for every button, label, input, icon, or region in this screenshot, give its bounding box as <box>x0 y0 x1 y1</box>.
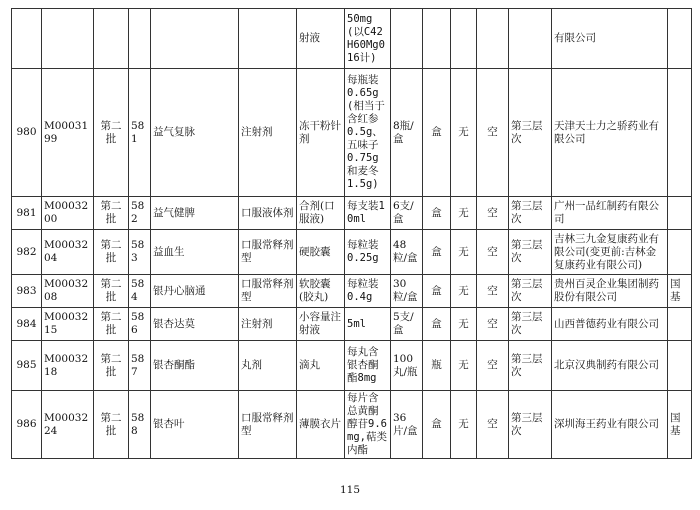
extra-cell: 国基 <box>668 275 692 308</box>
form-cell: 合剂(口服液) <box>297 197 345 230</box>
code-cell: M0003215 <box>42 308 94 341</box>
category-cell: 口服常释剂型 <box>239 230 297 275</box>
level-cell: 第三层次 <box>509 69 552 197</box>
level-cell <box>509 9 552 69</box>
unit-cell <box>423 9 451 69</box>
extra-cell <box>668 308 692 341</box>
code-cell: M0003204 <box>42 230 94 275</box>
number-cell: 581 <box>129 69 151 197</box>
table-row <box>12 341 692 391</box>
code-cell <box>42 9 94 69</box>
drug-name-cell: 银杏达莫 <box>151 308 239 341</box>
drug-list-table <box>11 8 692 459</box>
category-cell: 口服常释剂型 <box>239 391 297 459</box>
batch-cell: 第二批 <box>94 230 129 275</box>
extra-cell <box>668 9 692 69</box>
unit-cell: 盒 <box>423 230 451 275</box>
flag-cell: 无 <box>451 197 477 230</box>
number-cell: 588 <box>129 391 151 459</box>
empty-flag-cell: 空 <box>477 308 509 341</box>
dose-cell: 每片含总黄酮醇苷9.6mg,萜类内酯 <box>345 391 391 459</box>
level-cell: 第三层次 <box>509 391 552 459</box>
batch-cell: 第二批 <box>94 308 129 341</box>
seq-cell: 983 <box>12 275 42 308</box>
flag-cell <box>451 9 477 69</box>
batch-cell: 第二批 <box>94 391 129 459</box>
seq-cell: 986 <box>12 391 42 459</box>
dose-cell: 每瓶装0.65g(相当于含红参0.5g、五味子0.75g和麦冬1.5g) <box>345 69 391 197</box>
form-cell: 滴丸 <box>297 341 345 391</box>
code-cell: M0003199 <box>42 69 94 197</box>
batch-cell: 第二批 <box>94 275 129 308</box>
level-cell: 第三层次 <box>509 197 552 230</box>
drug-name-cell <box>151 9 239 69</box>
form-cell: 小容量注射液 <box>297 308 345 341</box>
dose-cell: 每粒装0.4g <box>345 275 391 308</box>
category-cell: 口服液体剂 <box>239 197 297 230</box>
unit-cell: 盒 <box>423 275 451 308</box>
drug-name-cell: 银杏叶 <box>151 391 239 459</box>
level-cell: 第三层次 <box>509 275 552 308</box>
company-cell: 山西普德药业有限公司 <box>552 308 668 341</box>
empty-flag-cell: 空 <box>477 197 509 230</box>
extra-cell <box>668 197 692 230</box>
drug-name-cell: 益气健脾 <box>151 197 239 230</box>
code-cell: M0003200 <box>42 197 94 230</box>
pack-cell: 6支/盒 <box>391 197 423 230</box>
pack-cell <box>391 9 423 69</box>
flag-cell: 无 <box>451 69 477 197</box>
seq-cell: 981 <box>12 197 42 230</box>
level-cell: 第三层次 <box>509 230 552 275</box>
batch-cell <box>94 9 129 69</box>
pack-cell: 48粒/盒 <box>391 230 423 275</box>
flag-cell: 无 <box>451 230 477 275</box>
pack-cell: 30粒/盒 <box>391 275 423 308</box>
drug-name-cell: 益血生 <box>151 230 239 275</box>
unit-cell: 盒 <box>423 197 451 230</box>
company-cell: 贵州百灵企业集团制药股份有限公司 <box>552 275 668 308</box>
dose-cell: 每丸含银杏酮酯8mg <box>345 341 391 391</box>
form-cell: 薄膜衣片 <box>297 391 345 459</box>
batch-cell: 第二批 <box>94 341 129 391</box>
flag-cell: 无 <box>451 391 477 459</box>
unit-cell: 盒 <box>423 69 451 197</box>
level-cell: 第三层次 <box>509 308 552 341</box>
pack-cell: 100丸/瓶 <box>391 341 423 391</box>
company-cell: 深圳海王药业有限公司 <box>552 391 668 459</box>
empty-flag-cell: 空 <box>477 69 509 197</box>
table-row <box>12 391 692 459</box>
pack-cell: 36片/盒 <box>391 391 423 459</box>
table-row <box>12 308 692 341</box>
company-cell: 有限公司 <box>552 9 668 69</box>
empty-flag-cell: 空 <box>477 230 509 275</box>
flag-cell: 无 <box>451 341 477 391</box>
category-cell: 注射剂 <box>239 308 297 341</box>
number-cell: 582 <box>129 197 151 230</box>
category-cell: 口服常释剂型 <box>239 275 297 308</box>
seq-cell: 985 <box>12 341 42 391</box>
seq-cell: 982 <box>12 230 42 275</box>
unit-cell: 瓶 <box>423 341 451 391</box>
extra-cell <box>668 341 692 391</box>
category-cell <box>239 9 297 69</box>
extra-cell: 国基 <box>668 391 692 459</box>
table-row <box>12 230 692 275</box>
extra-cell <box>668 69 692 197</box>
form-cell: 冻干粉针剂 <box>297 69 345 197</box>
dose-cell: 5ml <box>345 308 391 341</box>
empty-flag-cell: 空 <box>477 341 509 391</box>
drug-name-cell: 益气复脉 <box>151 69 239 197</box>
drug-name-cell: 银杏酮酯 <box>151 341 239 391</box>
company-cell: 吉林三九金复康药业有限公司(变更前:吉林金复康药业有限公司) <box>552 230 668 275</box>
number-cell: 587 <box>129 341 151 391</box>
flag-cell: 无 <box>451 308 477 341</box>
table-row <box>12 9 692 69</box>
empty-flag-cell: 空 <box>477 391 509 459</box>
empty-flag-cell <box>477 9 509 69</box>
number-cell: 586 <box>129 308 151 341</box>
page-number: 115 <box>339 484 361 496</box>
number-cell <box>129 9 151 69</box>
dose-cell: 每支装10ml <box>345 197 391 230</box>
company-cell: 天津天士力之骄药业有限公司 <box>552 69 668 197</box>
dose-cell: 每粒装0.25g <box>345 230 391 275</box>
table-row <box>12 197 692 230</box>
batch-cell: 第二批 <box>94 69 129 197</box>
company-cell: 北京汉典制药有限公司 <box>552 341 668 391</box>
category-cell: 注射剂 <box>239 69 297 197</box>
batch-cell: 第二批 <box>94 197 129 230</box>
code-cell: M0003208 <box>42 275 94 308</box>
number-cell: 583 <box>129 230 151 275</box>
flag-cell: 无 <box>451 275 477 308</box>
table-row <box>12 69 692 197</box>
form-cell: 射液 <box>297 9 345 69</box>
extra-cell <box>668 230 692 275</box>
table-row <box>12 275 692 308</box>
drug-name-cell: 银丹心脑通 <box>151 275 239 308</box>
table-body <box>12 9 692 459</box>
seq-cell: 980 <box>12 69 42 197</box>
number-cell: 584 <box>129 275 151 308</box>
unit-cell: 盒 <box>423 308 451 341</box>
code-cell: M0003224 <box>42 391 94 459</box>
pack-cell: 5支/盒 <box>391 308 423 341</box>
unit-cell: 盒 <box>423 391 451 459</box>
level-cell: 第三层次 <box>509 341 552 391</box>
seq-cell: 984 <box>12 308 42 341</box>
seq-cell <box>12 9 42 69</box>
dose-cell: 50mg(以C42H60Mg016计) <box>345 9 391 69</box>
company-cell: 广州一品红制药有限公司 <box>552 197 668 230</box>
code-cell: M0003218 <box>42 341 94 391</box>
category-cell: 丸剂 <box>239 341 297 391</box>
empty-flag-cell: 空 <box>477 275 509 308</box>
pack-cell: 8瓶/盒 <box>391 69 423 197</box>
form-cell: 软胶囊(胶丸) <box>297 275 345 308</box>
form-cell: 硬胶囊 <box>297 230 345 275</box>
